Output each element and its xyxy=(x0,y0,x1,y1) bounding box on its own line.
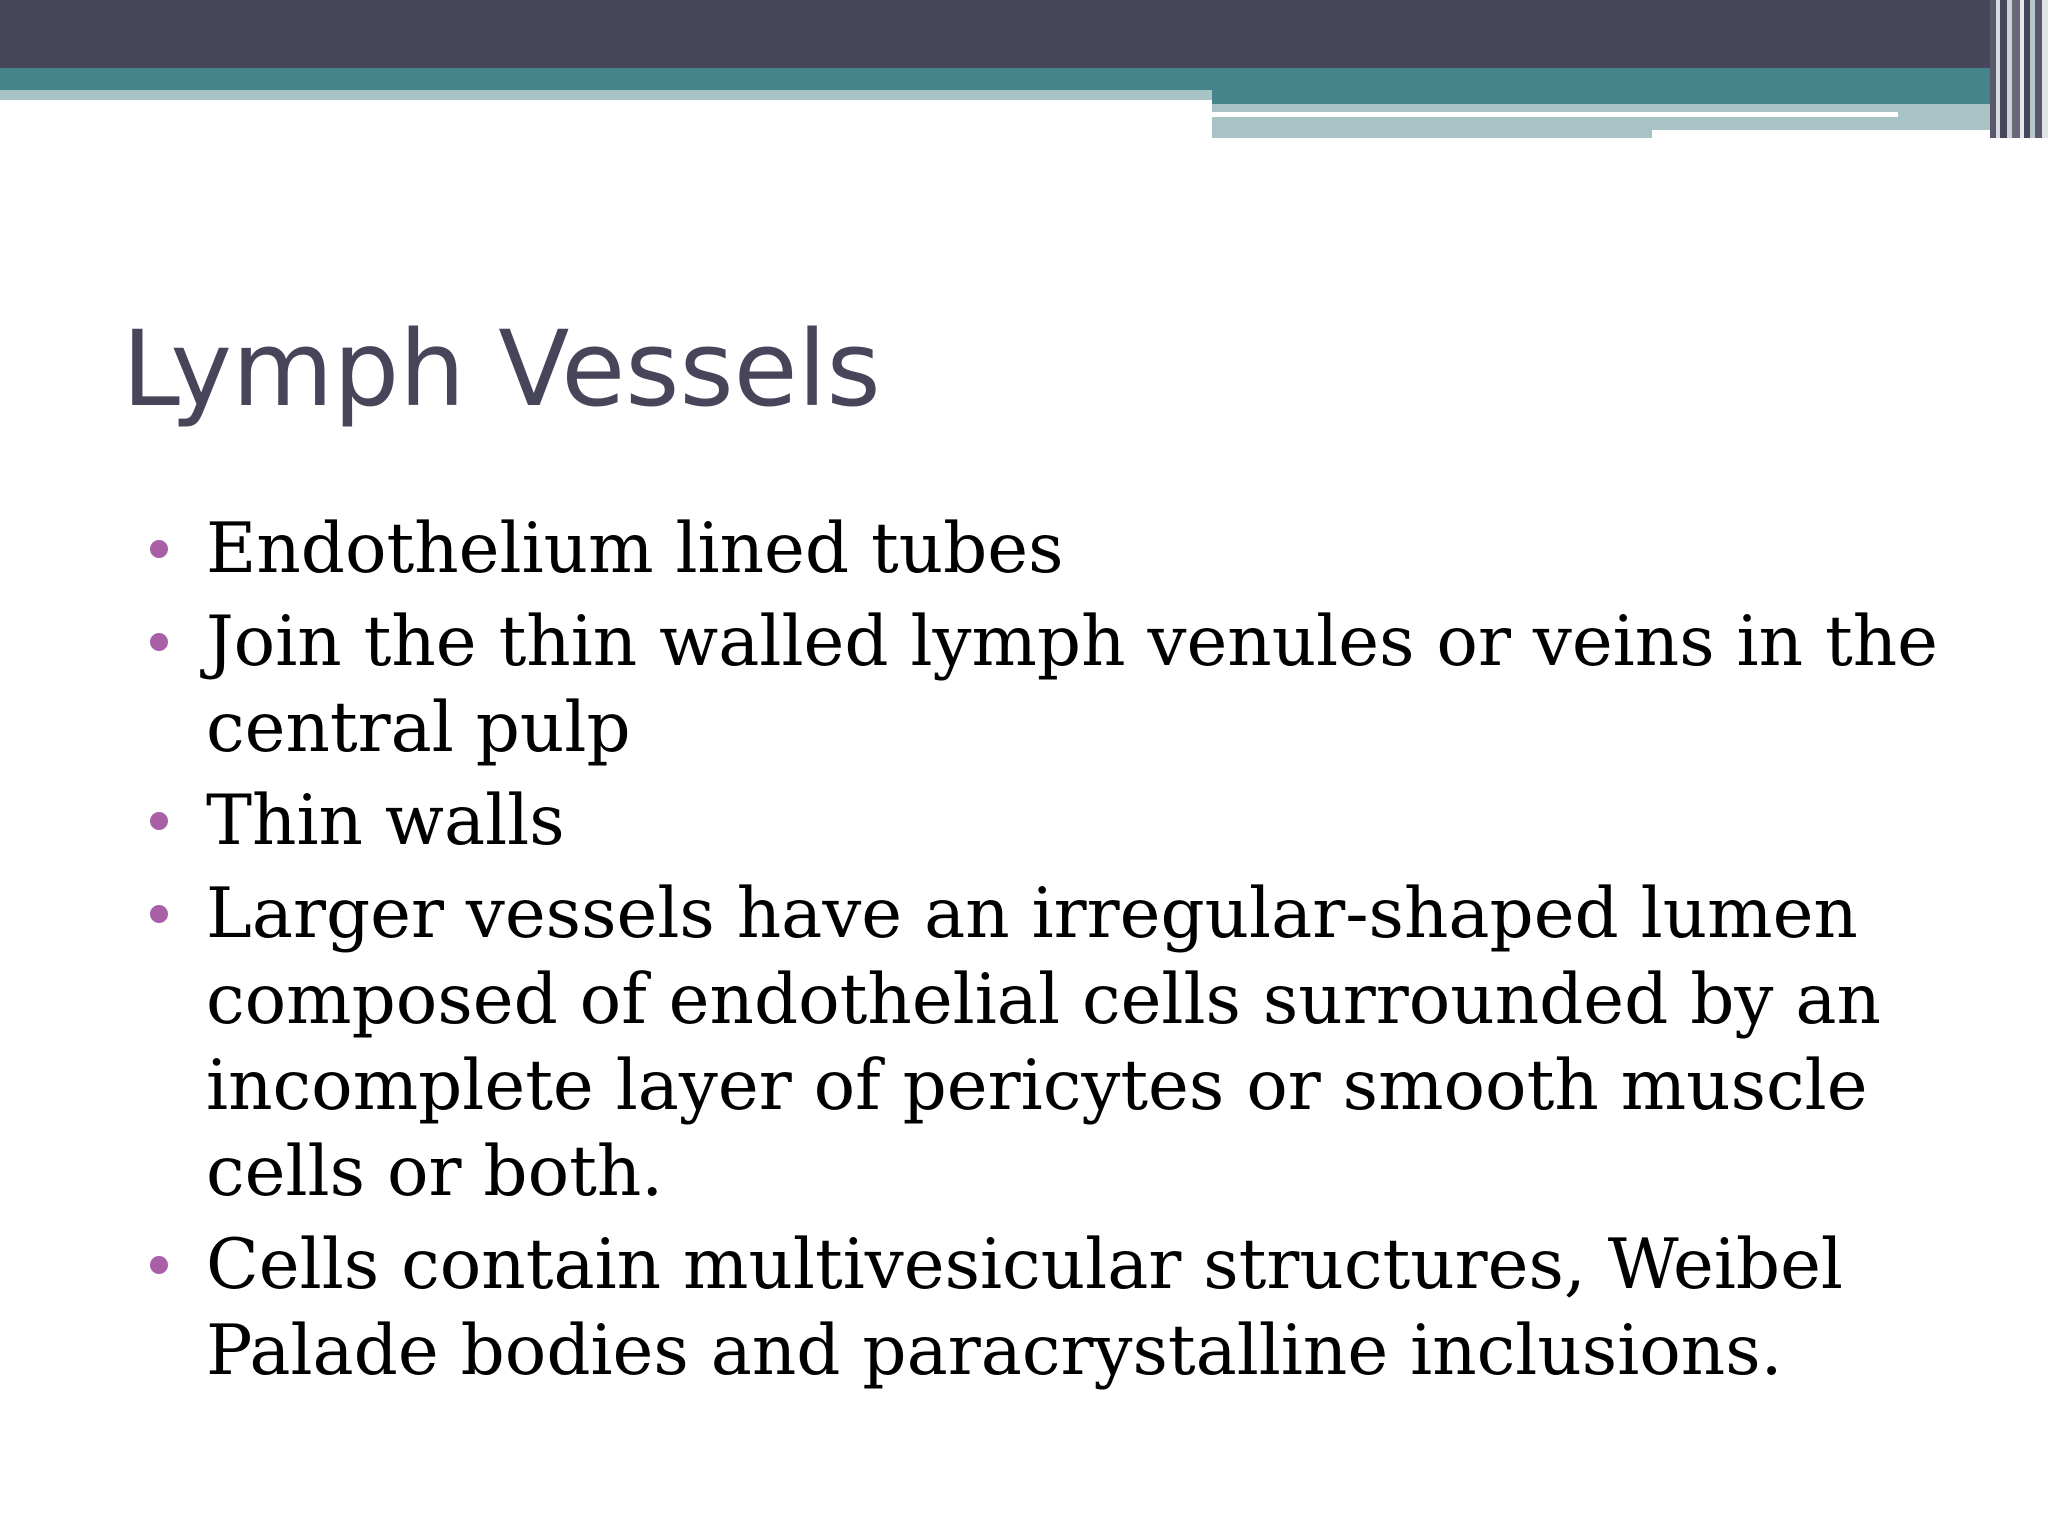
bullet-dot-icon xyxy=(150,1256,168,1274)
bullet-dot-icon xyxy=(150,812,168,830)
bullet-text: Thin walls xyxy=(206,781,565,861)
bullet-item xyxy=(146,599,1986,771)
header-white-step xyxy=(1652,130,2048,138)
bullet-item xyxy=(146,871,1986,1215)
bullet-item xyxy=(146,778,1986,864)
header-right-stripes xyxy=(1990,0,2048,138)
header-band-dark xyxy=(0,0,2048,68)
bullet-dot-icon xyxy=(150,540,168,558)
bullet-text: Larger vessels have an irregular-shaped lumen composed of endothelial cells surrounded by an incomplete layer of pericytes or smooth muscle cells or both. xyxy=(206,874,1881,1212)
bullet-list xyxy=(146,506,1986,1401)
bullet-text: Cells contain multivesicular structures, Weibel Palade bodies and paracrystalline inclusions. xyxy=(206,1225,1843,1391)
bullet-text: Join the thin walled lymph venules or veins in the central pulp xyxy=(206,602,1938,768)
header-band-teal-right xyxy=(1212,68,2048,104)
bullet-dot-icon xyxy=(150,905,168,923)
bullet-item xyxy=(146,506,1986,592)
slide-title: Lymph Vessels xyxy=(122,308,881,430)
bullet-dot-icon xyxy=(150,633,168,651)
header-band-light-left xyxy=(0,90,1212,100)
header-white-line xyxy=(1212,112,1898,117)
bullet-text: Endothelium lined tubes xyxy=(206,509,1064,589)
header-band-teal-left xyxy=(0,68,1212,90)
bullet-item xyxy=(146,1222,1986,1394)
